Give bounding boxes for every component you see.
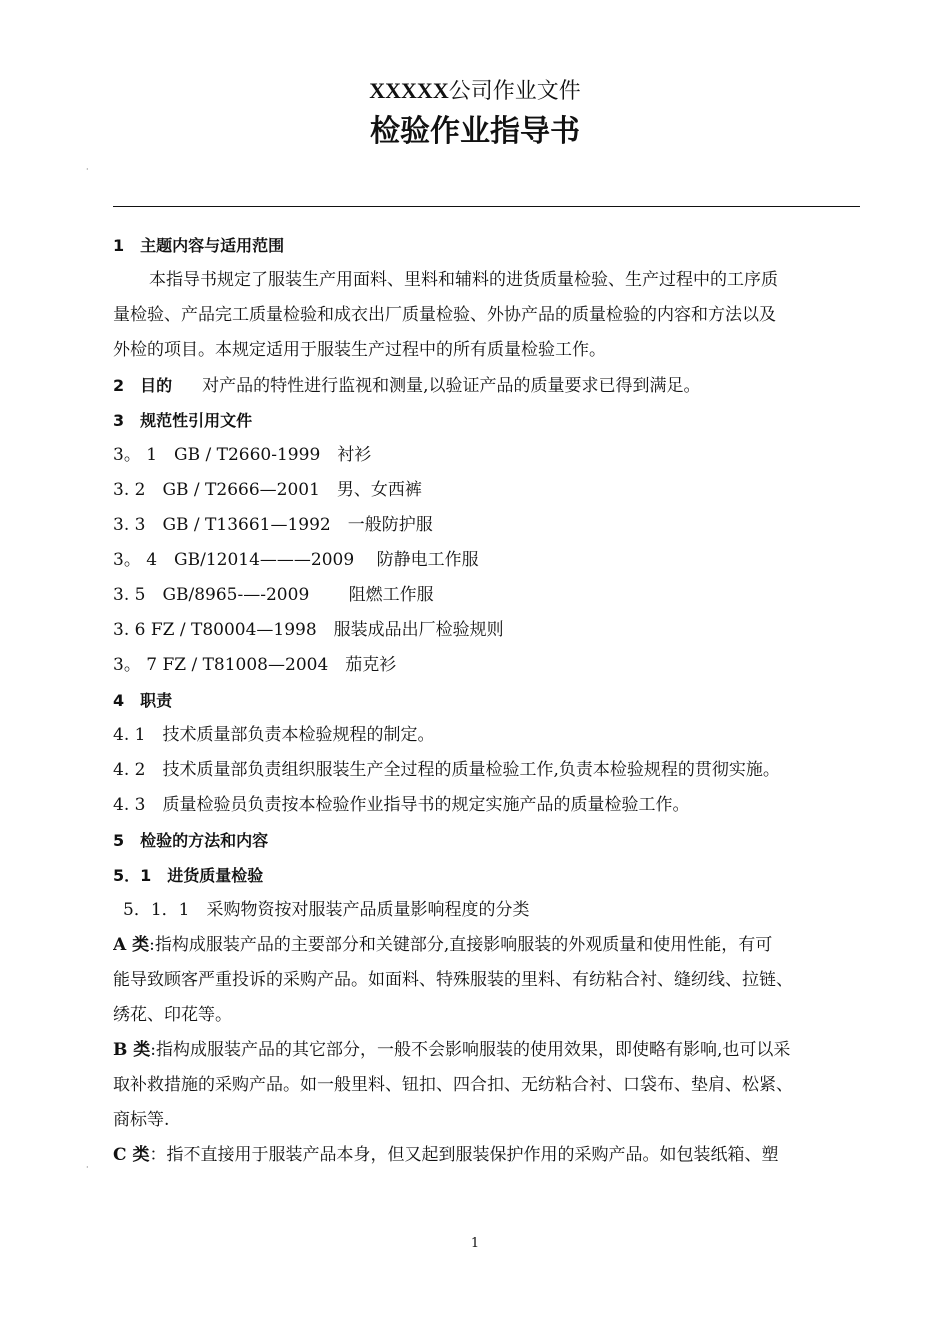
margin-mark-bottom: · [86,1163,89,1172]
document-title: 检验作业指导书 [370,114,580,149]
page-number: 1 [470,1236,480,1251]
category-b-line: 商标等. [113,1110,170,1130]
reference-item: 3. 5 GB/8965-—-2009 阻燃工作服 [113,585,434,605]
category-b-text: :指构成服装产品的其它部分，一般不会影响服装的使用效果，即使略有影响,也可以采 [150,1040,791,1060]
margin-mark-top: · [86,165,89,174]
category-a-text: :指构成服装产品的主要部分和关键部分,直接影响服装的外观质量和使用性能，有可 [149,935,773,955]
section-5-heading: 5 检验的方法和内容 [113,831,269,850]
section-4-heading: 4 职责 [113,691,173,710]
section-1-para-line: 量检验、产品完工质量检验和成衣出厂质量检验、外协产品的质量检验的内容和方法以及 [113,305,776,325]
category-a-line: 绣花、印花等。 [113,1005,232,1025]
document-body [113,228,868,1173]
responsibility-item: 4. 3 质量检验员负责按本检验作业指导书的规定实施产品的质量检验工作。 [113,795,690,815]
reference-item: 3. 2 GB / T2666—2001 男、女西裤 [113,480,422,500]
category-b-line: 取补救措施的采购产品。如一般里料、钮扣、四合扣、无纺粘合衬、口袋布、垫肩、松紧、 [113,1075,793,1095]
responsibility-item: 4. 1 技术质量部负责本检验规程的制定。 [113,725,435,745]
section-2-line [113,368,868,403]
category-b-label: B 类 [113,1040,151,1060]
category-a-line: 能导致顾客严重投诉的采购产品。如面料、特殊服装的里料、有纺粘合衬、缝纫线、拉链、 [113,970,793,990]
header-rule [113,206,860,207]
section-1-heading: 1 主题内容与适用范围 [113,236,285,255]
company-mark: XXXXX [369,78,449,103]
category-c-line [113,1138,868,1173]
reference-item: 3. 6 FZ / T80004—1998 服装成品出厂检验规则 [113,620,504,640]
category-c-label: C 类 [113,1145,150,1165]
section-1-para-line: 外检的项目。本规定适用于服装生产过程中的所有质量检验工作。 [113,340,606,360]
section-5-1-heading: 5．1 进货质量检验 [113,866,264,885]
reference-item: 3. 3 GB / T13661—1992 一般防护服 [113,515,433,535]
category-a-label: A 类 [113,935,150,955]
category-b-line [113,1033,868,1068]
reference-item: 3。 1 GB / T2660-1999 衬衫 [113,445,372,465]
company-suffix: 公司作业文件 [448,79,581,104]
responsibility-item: 4. 2 技术质量部负责组织服装生产全过程的质量检验工作,负责本检验规程的贯彻实施。 [113,760,780,780]
section-2-text: 对产品的特性进行监视和测量,以验证产品的质量要求已得到满足。 [202,376,701,396]
category-a-line [113,928,868,963]
section-1-para-line: 本指导书规定了服装生产用面料、里料和辅料的进货质量检验、生产过程中的工序质 [149,270,778,290]
section-2-heading: 2 目的 [113,376,173,395]
reference-item: 3。 7 FZ / T81008—2004 茄克衫 [113,655,397,675]
company-header [0,76,950,107]
category-c-text: ：指不直接用于服装产品本身，但又起到服装保护作用的采购产品。如包装纸箱、塑 [149,1145,779,1165]
section-3-heading: 3 规范性引用文件 [113,411,253,430]
reference-item: 3。 4 GB/12014———2009 防静电工作服 [113,550,479,570]
section-5-1-1-heading: 5．1．1 采购物资按对服装产品质量影响程度的分类 [123,900,530,920]
